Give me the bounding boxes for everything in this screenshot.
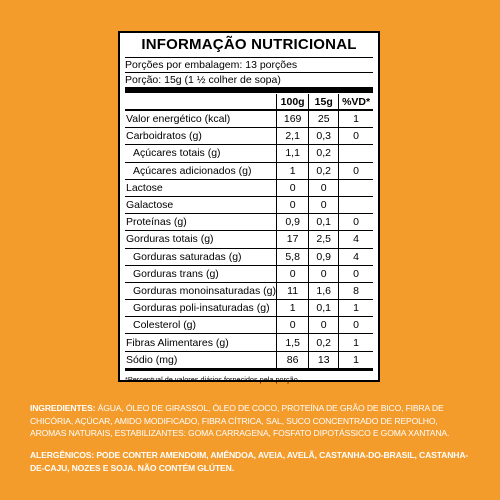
value-100g: 169	[277, 110, 309, 128]
table-row	[125, 300, 373, 317]
value-100g: 17	[277, 231, 309, 248]
value-100g: 1	[277, 162, 309, 179]
value-100g: 86	[277, 351, 309, 369]
value-vd: 0	[339, 317, 373, 334]
footnote: *Percentual de valores diários fornecidos pela porção.	[125, 374, 300, 384]
value-vd: 0	[339, 162, 373, 179]
allergens-text: ALERGÊNICOS: PODE CONTER AMENDOIM, AMÊNDOA, AVEIA, AVELÃ, CASTANHA-DO-BRASIL, CASTANHA-DE-CAJU, NOZES E SOJA. NÃO CONTÉM GLÚTEN.	[30, 450, 469, 473]
value-vd: 8	[339, 282, 373, 299]
value-100g: 0	[277, 196, 309, 213]
table-row	[125, 317, 373, 334]
serving-size: Porção: 15g (1 ½ colher de sopa)	[125, 73, 373, 93]
value-100g: 2,1	[277, 128, 309, 145]
table-row	[125, 214, 373, 231]
value-100g: 0	[277, 179, 309, 196]
table-row	[125, 351, 373, 369]
nutrient-name: Gorduras totais (g)	[125, 231, 277, 248]
label-title: INFORMAÇÃO NUTRICIONAL	[125, 33, 373, 58]
column-header-15g: 15g	[309, 94, 339, 110]
nutrient-name: Proteínas (g)	[125, 214, 277, 231]
table-row	[125, 265, 373, 282]
ingredients-list: ÁGUA, ÓLEO DE GIRASSOL, ÓLEO DE COCO, PROTEÍNA DE GRÃO DE BICO, FIBRA DE CHICÓRIA, AÇÚCAR, AMIDO MODIFICADO, FIBRA CÍTRICA, SAL, SUCO CONCENTRADO DE REPOLHO, AROMAS NATURAIS, ESTABILIZANTES: GOMA CARRAGENA, FOSFATO DIPOTÁSSICO E GOMA XANTANA.	[30, 403, 450, 438]
servings-per-package: Porções por embalagem: 13 porções	[125, 58, 373, 73]
value-15g: 0,2	[309, 162, 339, 179]
nutrient-name: Galactose	[125, 196, 277, 213]
nutrient-name: Sódio (mg)	[125, 351, 277, 369]
nutrient-name: Gorduras poli-insaturadas (g)	[125, 300, 277, 317]
value-100g: 0,9	[277, 214, 309, 231]
value-15g: 1,6	[309, 282, 339, 299]
value-15g: 25	[309, 110, 339, 128]
table-row	[125, 145, 373, 162]
table-row	[125, 231, 373, 248]
value-15g: 0,9	[309, 248, 339, 265]
value-vd: 0	[339, 214, 373, 231]
value-15g: 0	[309, 179, 339, 196]
nutrient-name: Valor energético (kcal)	[125, 110, 277, 128]
value-100g: 0	[277, 317, 309, 334]
table-row	[125, 162, 373, 179]
nutrient-name: Gorduras monoinsaturadas (g)	[125, 282, 277, 299]
value-100g: 5,8	[277, 248, 309, 265]
table-row	[125, 282, 373, 299]
value-100g: 1,5	[277, 334, 309, 351]
table-row	[125, 110, 373, 128]
table-row	[125, 334, 373, 351]
value-15g: 13	[309, 351, 339, 369]
value-15g: 0,2	[309, 145, 339, 162]
table-header-row	[125, 94, 373, 110]
value-100g: 1	[277, 300, 309, 317]
nutrient-name: Gorduras trans (g)	[125, 265, 277, 282]
table-row	[125, 179, 373, 196]
value-15g: 0,1	[309, 300, 339, 317]
column-header-100g: 100g	[277, 94, 309, 110]
column-header-vd: %VD*	[339, 94, 373, 110]
value-vd: 4	[339, 248, 373, 265]
value-100g: 11	[277, 282, 309, 299]
table-row	[125, 196, 373, 213]
ingredients-heading: INGREDIENTES:	[30, 403, 96, 413]
value-vd: 0	[339, 265, 373, 282]
nutrient-name: Açúcares adicionados (g)	[125, 162, 277, 179]
nutrition-label	[118, 31, 380, 382]
ingredients-text	[30, 402, 472, 440]
value-vd	[339, 145, 373, 162]
nutrient-name: Gorduras saturadas (g)	[125, 248, 277, 265]
nutrient-name: Fibras Alimentares (g)	[125, 334, 277, 351]
nutrient-name: Lactose	[125, 179, 277, 196]
value-15g: 0	[309, 196, 339, 213]
value-vd: 1	[339, 110, 373, 128]
value-15g: 0,1	[309, 214, 339, 231]
nutrient-name: Colesterol (g)	[125, 317, 277, 334]
value-15g: 0	[309, 265, 339, 282]
table-row	[125, 128, 373, 145]
value-vd: 1	[339, 351, 373, 369]
nutrient-name: Carboidratos (g)	[125, 128, 277, 145]
value-100g: 0	[277, 265, 309, 282]
value-vd: 1	[339, 334, 373, 351]
value-100g: 1,1	[277, 145, 309, 162]
value-vd	[339, 196, 373, 213]
value-vd: 0	[339, 128, 373, 145]
value-15g: 0,3	[309, 128, 339, 145]
value-15g: 0,2	[309, 334, 339, 351]
nutrition-table	[125, 94, 373, 371]
value-vd: 4	[339, 231, 373, 248]
table-row	[125, 248, 373, 265]
value-15g: 2,5	[309, 231, 339, 248]
nutrient-name: Açúcares totais (g)	[125, 145, 277, 162]
value-vd: 1	[339, 300, 373, 317]
value-15g: 0	[309, 317, 339, 334]
value-vd	[339, 179, 373, 196]
